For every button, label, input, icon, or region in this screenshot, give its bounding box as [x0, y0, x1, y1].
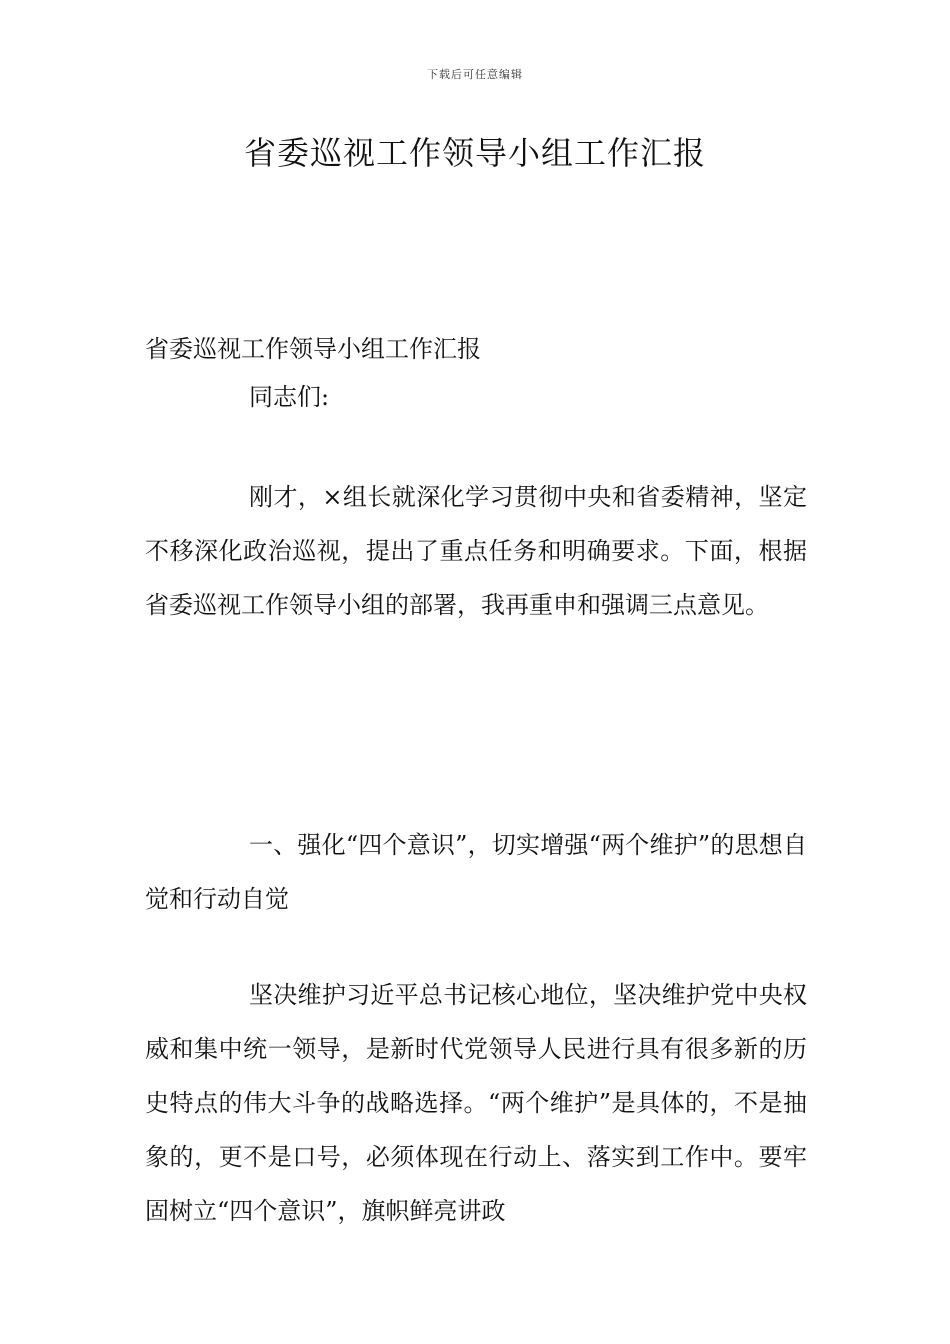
paragraph-intro: 刚才，×组长就深化学习贯彻中央和省委精神，坚定不移深化政治巡视，提出了重点任务和明确要求。下面，根据省委巡视工作领导小组的部署，我再重申和强调三点意见。	[145, 483, 807, 619]
document-subtitle: 省委巡视工作领导小组工作汇报	[145, 335, 481, 363]
salutation: 同志们:	[249, 383, 330, 411]
document-title: 省委巡视工作领导小组工作汇报	[243, 134, 706, 172]
section-heading-1: 一、强化“四个意识”，切实增强“两个维护”的思想自觉和行动自觉	[145, 831, 807, 913]
paragraph-section-1: 坚决维护习近平总书记核心地位，坚决维护党中央权威和集中统一领导，是新时代党领导人民进行具有很多新的历史特点的伟大斗争的战略选择。“两个维护”是具体的，不是抽象的，更不是口号，必须体现在行动上、落实到工作中。要牢固树立“四个意识”，旗帜鲜亮讲政	[145, 981, 807, 1225]
header-note: 下载后可任意编辑	[427, 68, 523, 81]
